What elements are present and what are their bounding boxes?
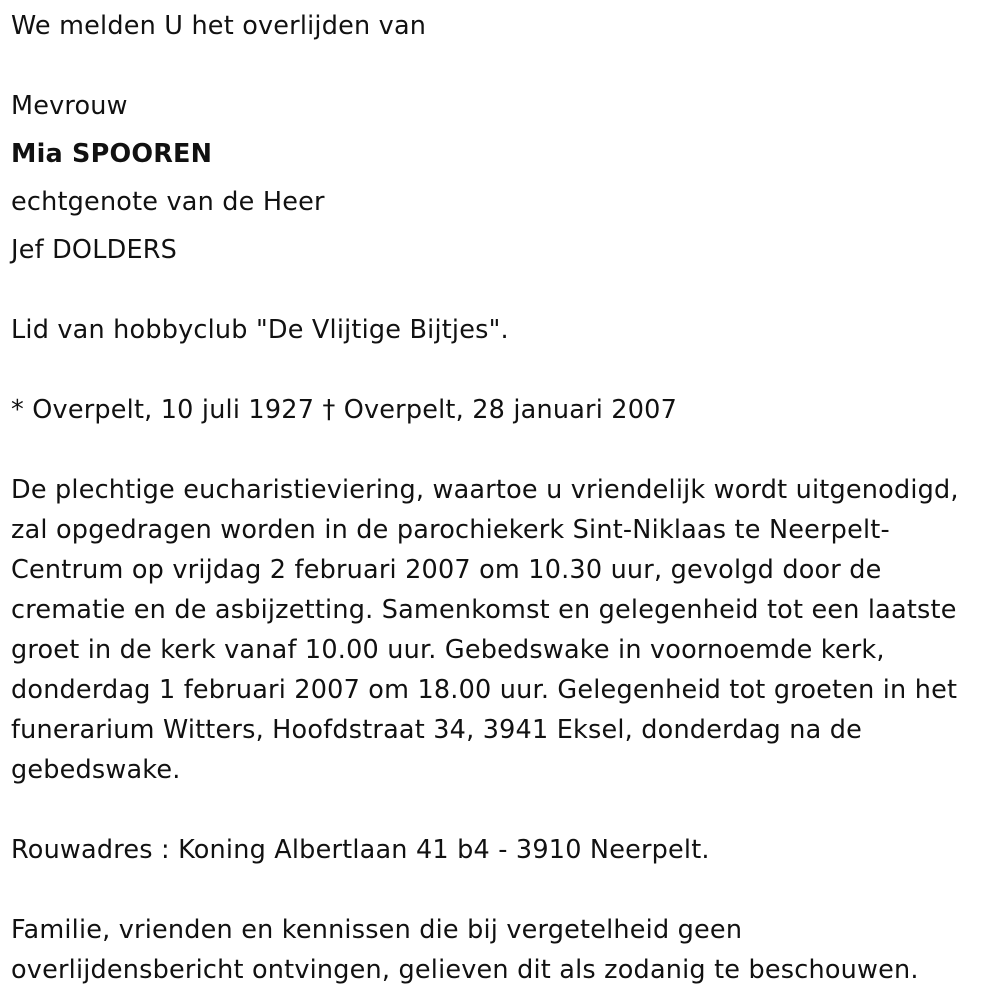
ceremony-line: gebedswake. xyxy=(11,755,181,785)
ceremony-line: groet in de kerk vanaf 10.00 uur. Gebedswake in voornoemde kerk, xyxy=(11,635,885,665)
ceremony-line: funerarium Witters, Hoofdstraat 34, 3941 Eksel, donderdag na de xyxy=(11,715,862,745)
ceremony-line: zal opgedragen worden in de parochiekerk Sint-Niklaas te Neerpelt- xyxy=(11,515,890,545)
birth-date: * Overpelt, 10 juli 1927 xyxy=(11,395,315,425)
death-date: Overpelt, 28 januari 2007 xyxy=(343,395,678,425)
deceased-name: Mia SPOOREN xyxy=(11,139,213,169)
closing-line: Familie, vrienden en kennissen die bij vergetelheid geen xyxy=(11,915,743,945)
cross-icon: † xyxy=(322,395,336,425)
intro-text: We melden U het overlijden van xyxy=(11,11,427,41)
closing-line: overlijdensbericht ontvingen, gelieven dit als zodanig te beschouwen. xyxy=(11,955,919,985)
ceremony-line: De plechtige eucharistieviering, waartoe u vriendelijk wordt uitgenodigd, xyxy=(11,475,959,505)
life-dates xyxy=(11,390,677,430)
ceremony-line: donderdag 1 februari 2007 om 18.00 uur. Gelegenheid tot groeten in het xyxy=(11,675,958,705)
spouse-name: Jef DOLDERS xyxy=(11,235,178,265)
mourning-address: Rouwadres : Koning Albertlaan 41 b4 - 3910 Neerpelt. xyxy=(11,835,710,865)
ceremony-line: Centrum op vrijdag 2 februari 2007 om 10.30 uur, gevolgd door de xyxy=(11,555,882,585)
membership-line: Lid van hobbyclub "De Vlijtige Bijtjes". xyxy=(11,315,509,345)
spouse-label: echtgenote van de Heer xyxy=(11,187,325,217)
ceremony-line: crematie en de asbijzetting. Samenkomst en gelegenheid tot een laatste xyxy=(11,595,957,625)
ceremony-paragraph xyxy=(11,470,959,790)
closing-paragraph xyxy=(11,910,919,990)
salutation: Mevrouw xyxy=(11,91,128,121)
